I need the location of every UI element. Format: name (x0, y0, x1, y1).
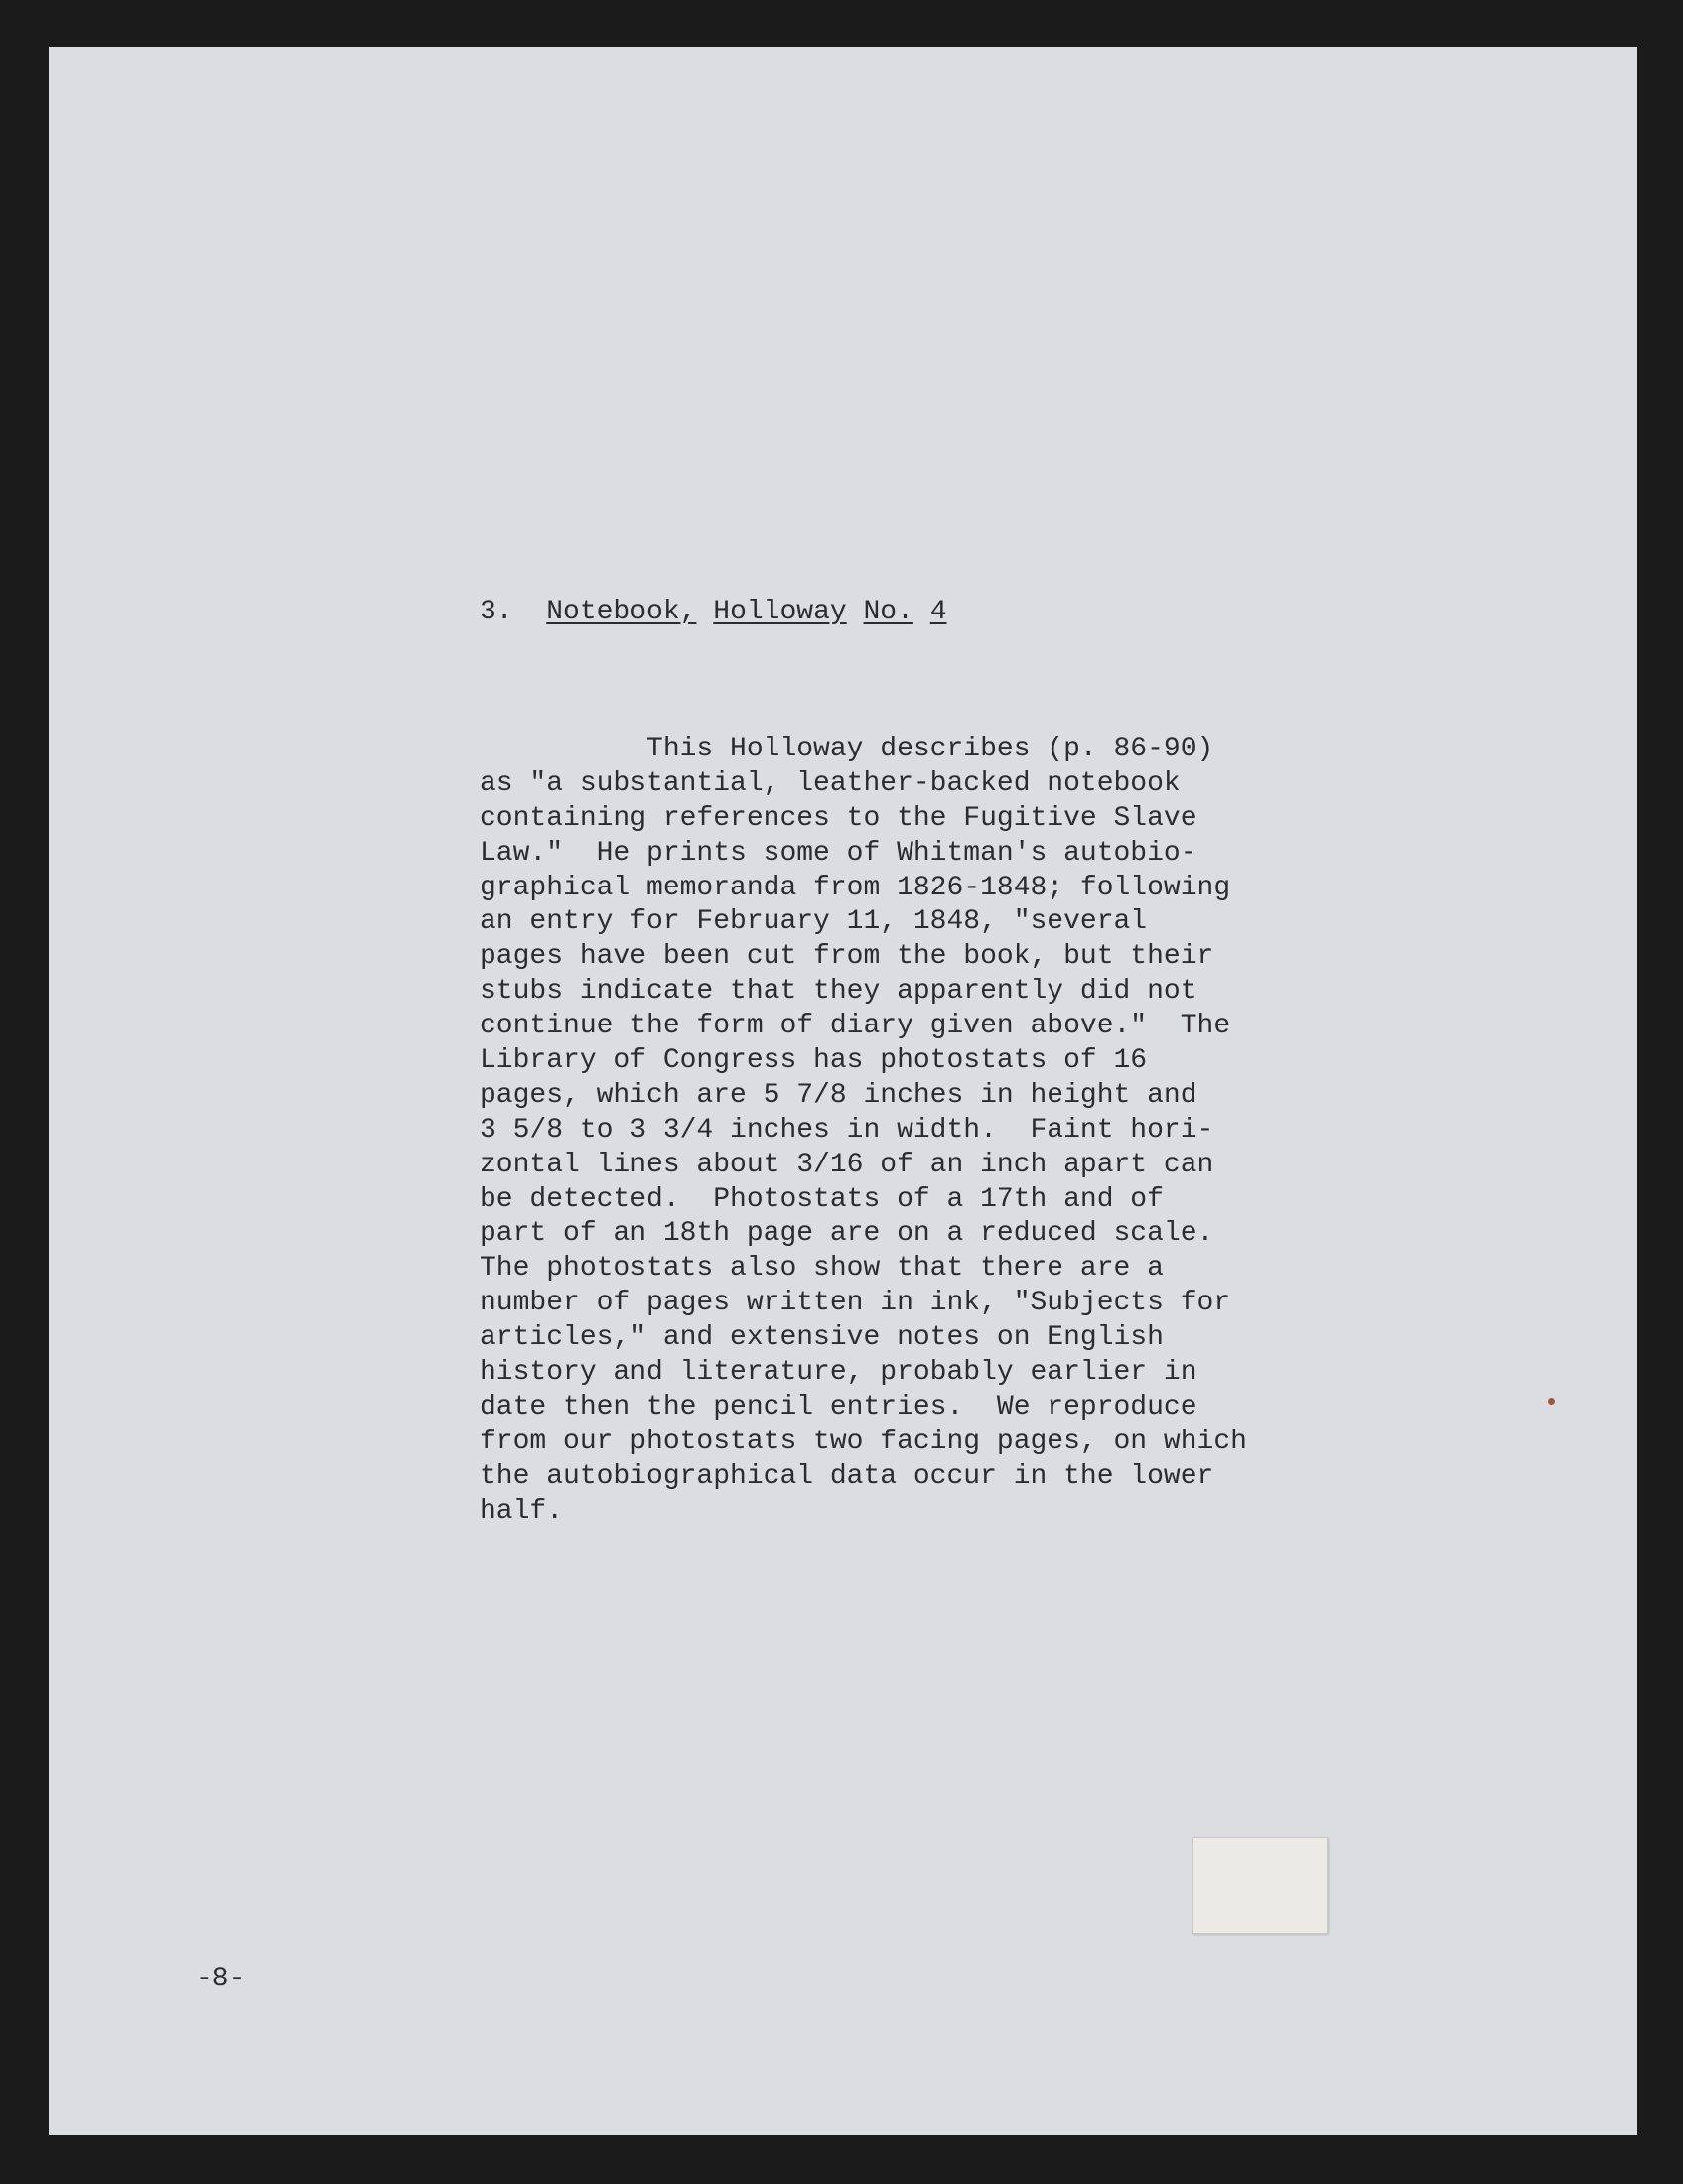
text-line: pages have been cut from the book, but their (480, 941, 1214, 973)
text-line: be detected. Photostats of a 17th and of (480, 1183, 1164, 1215)
heading-holloway: Holloway (713, 597, 847, 627)
text-line: an entry for February 11, 1848, "several (480, 906, 1148, 938)
text-line: history and literature, probably earlier in (480, 1357, 1197, 1389)
text-line: articles," and extensive notes on English (480, 1322, 1164, 1354)
text-line: This Holloway describes (p. 86-90) (480, 734, 1214, 764)
text-line: zontal lines about 3/16 of an inch apart can (480, 1149, 1214, 1180)
section-heading (480, 596, 947, 629)
page-number: -8- (196, 1964, 246, 1994)
text-line: containing references to the Fugitive Slave (480, 802, 1197, 834)
text-line: stubs indicate that they apparently did not (480, 976, 1197, 1008)
heading-notebook: Notebook, (546, 597, 697, 627)
text-line: the autobiographical data occur in the lower (480, 1460, 1214, 1492)
body-paragraph (480, 733, 1247, 1529)
text-line: half. (480, 1495, 564, 1527)
paper-slip (1192, 1837, 1328, 1934)
heading-number: 4 (929, 597, 947, 627)
text-line: 3 5/8 to 3 3/4 inches in width. Faint hori- (480, 1114, 1214, 1146)
text-line: graphical memoranda from 1826-1848; following (480, 872, 1231, 903)
section-number: 3. (480, 597, 513, 627)
text-line: The photostats also show that there are a (480, 1253, 1164, 1285)
text-line: part of an 18th page are on a reduced scale. (480, 1218, 1214, 1250)
text-line: Library of Congress has photostats of 16 (480, 1045, 1148, 1077)
text-line: date then the pencil entries. We reproduce (480, 1391, 1197, 1423)
text-line: from our photostats two facing pages, on which (480, 1426, 1247, 1457)
heading-no: No. (863, 597, 913, 627)
text-line: Law." He prints some of Whitman's autobio- (480, 837, 1197, 869)
text-line: pages, which are 5 7/8 inches in height and (480, 1079, 1197, 1111)
document-page (49, 47, 1637, 2135)
text-line: number of pages written in ink, "Subjects for (480, 1288, 1231, 1319)
text-line: continue the form of diary given above." The (480, 1011, 1231, 1042)
text-line: as "a substantial, leather-backed notebook (480, 767, 1181, 799)
ink-spot (1548, 1398, 1555, 1405)
